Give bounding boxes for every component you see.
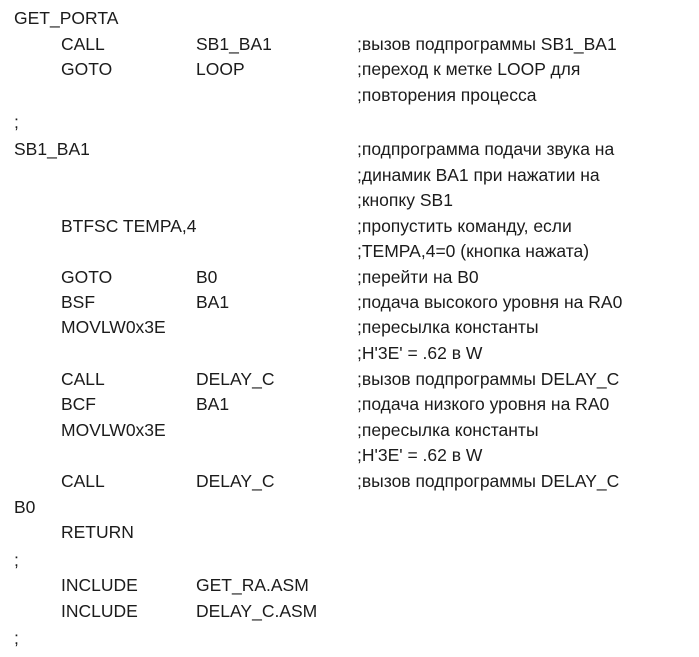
code-comment: ;вызов подпрограммы SB1_BA1 <box>357 34 617 54</box>
code-instruction: CALL <box>61 471 105 491</box>
code-comment: ;вызов подпрограммы DELAY_C <box>357 471 620 491</box>
code-instruction: MOVLW0x3E <box>61 317 166 337</box>
code-line <box>0 573 699 597</box>
code-line <box>0 495 699 519</box>
code-line <box>0 367 699 391</box>
code-comment: ;динамик BA1 при нажатии на <box>357 165 600 185</box>
code-instruction: INCLUDE <box>61 601 138 621</box>
code-comment: ;кнопку SB1 <box>357 190 453 210</box>
code-line <box>0 315 699 339</box>
code-comment: ;пересылка константы <box>357 317 539 337</box>
code-comment: ;подача низкого уровня на RA0 <box>357 394 610 414</box>
code-line <box>0 341 699 365</box>
code-comment: ;перейти на B0 <box>357 267 479 287</box>
code-label: ; <box>14 112 19 132</box>
code-label: B0 <box>14 497 36 517</box>
code-line <box>0 469 699 493</box>
code-line <box>0 626 699 650</box>
code-line <box>0 83 699 107</box>
code-comment: ;повторения процесса <box>357 85 537 105</box>
code-line <box>0 110 699 134</box>
code-instruction: BTFSC TEMPA,4 <box>61 216 197 236</box>
code-line <box>0 418 699 442</box>
code-instruction: MOVLW0x3E <box>61 420 166 440</box>
code-comment: ;пересылка константы <box>357 420 539 440</box>
code-line <box>0 239 699 263</box>
code-operand: LOOP <box>196 59 245 79</box>
code-line <box>0 599 699 623</box>
code-line <box>0 548 699 572</box>
code-operand: DELAY_C <box>196 369 275 389</box>
code-instruction: BSF <box>61 292 96 312</box>
code-line <box>0 265 699 289</box>
code-instruction: RETURN <box>61 522 134 542</box>
code-label: ; <box>14 550 19 570</box>
code-line <box>0 443 699 467</box>
code-comment: ;подача высокого уровня на RA0 <box>357 292 623 312</box>
code-label: GET_PORTA <box>14 8 119 28</box>
code-line <box>0 163 699 187</box>
code-operand: B0 <box>196 267 218 287</box>
code-line <box>0 290 699 314</box>
code-operand: GET_RA.ASM <box>196 575 309 595</box>
code-comment: ;пропустить команду, если <box>357 216 572 236</box>
code-comment: ;переход к метке LOOP для <box>357 59 581 79</box>
code-comment: ;подпрограмма подачи звука на <box>357 139 615 159</box>
code-instruction: GOTO <box>61 267 113 287</box>
code-line <box>0 520 699 544</box>
code-comment: ;вызов подпрограммы DELAY_C <box>357 369 620 389</box>
code-instruction: CALL <box>61 369 105 389</box>
code-comment: ;TEMPA,4=0 (кнопка нажата) <box>357 241 590 261</box>
code-instruction: BCF <box>61 394 96 414</box>
code-label: SB1_BA1 <box>14 139 90 159</box>
code-label: ; <box>14 628 19 648</box>
code-line <box>0 6 699 30</box>
code-operand: BA1 <box>196 292 230 312</box>
code-operand: SB1_BA1 <box>196 34 272 54</box>
code-comment: ;H'3E' = .62 в W <box>357 445 483 465</box>
code-line <box>0 57 699 81</box>
code-instruction: CALL <box>61 34 105 54</box>
code-line <box>0 214 699 238</box>
code-operand: DELAY_C.ASM <box>196 601 318 621</box>
code-line <box>0 32 699 56</box>
code-line <box>0 392 699 416</box>
code-line <box>0 188 699 212</box>
code-instruction: GOTO <box>61 59 113 79</box>
code-line <box>0 137 699 161</box>
code-comment: ;H'3E' = .62 в W <box>357 343 483 363</box>
code-operand: DELAY_C <box>196 471 275 491</box>
code-operand: BA1 <box>196 394 230 414</box>
code-instruction: INCLUDE <box>61 575 138 595</box>
